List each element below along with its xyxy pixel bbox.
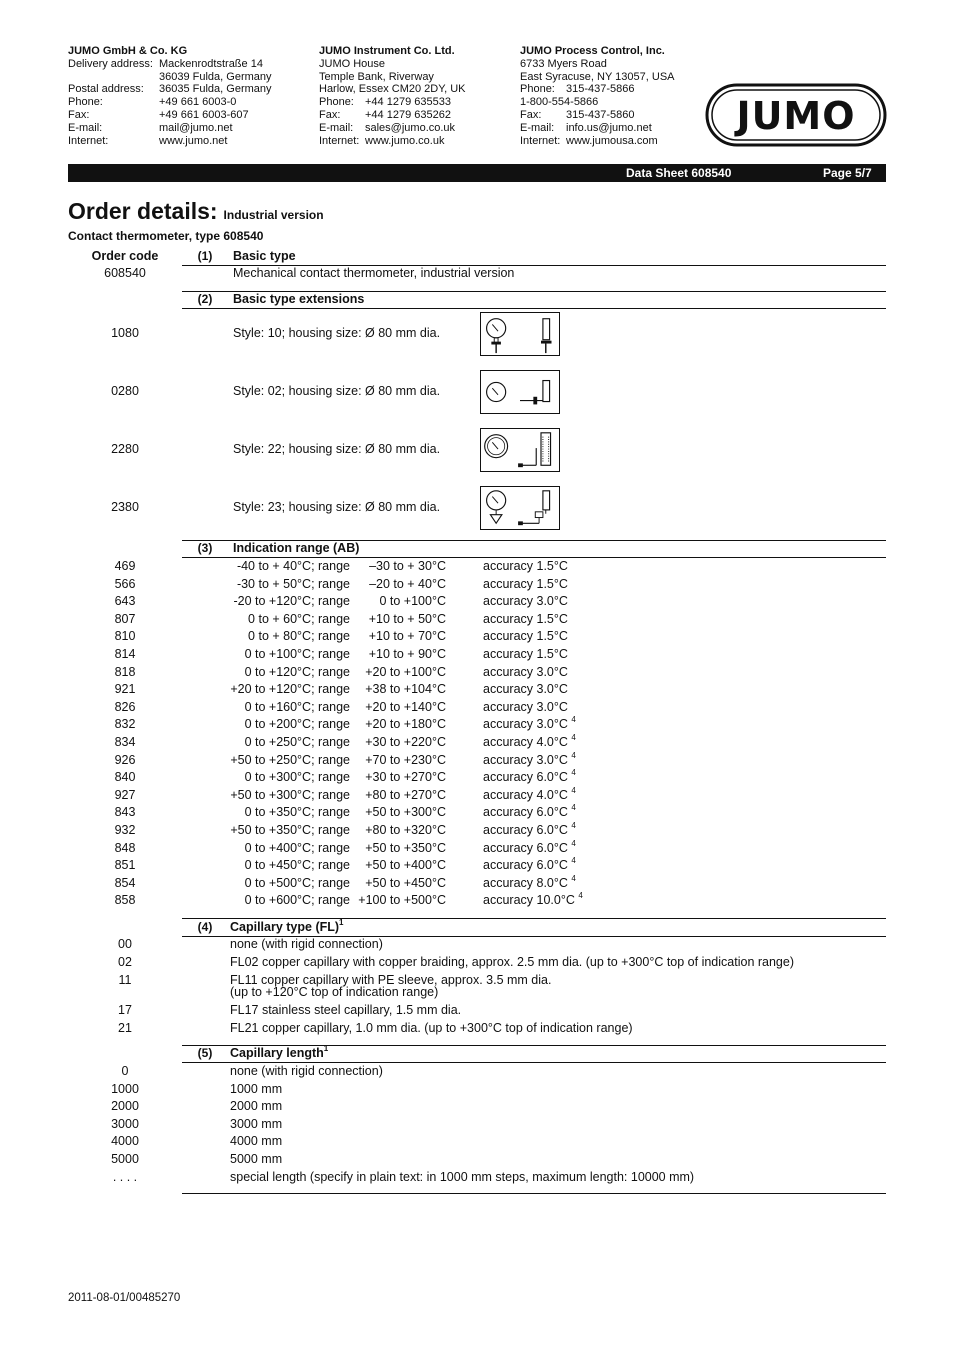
range-code: 851	[114, 858, 136, 873]
control-range: +50 to +350°C	[365, 840, 446, 855]
address-label: Phone:	[68, 96, 103, 109]
accuracy-text: accuracy 3.0°C	[483, 699, 568, 714]
extension-code: 0280	[111, 384, 139, 398]
accuracy	[483, 770, 576, 784]
extension-desc: Style: 23; housing size: Ø 80 mm dia.	[233, 500, 441, 514]
extension-code: 1080	[111, 326, 139, 340]
range-code: 921	[114, 682, 136, 697]
section-1-title: Basic type	[233, 249, 296, 263]
address-label: E-mail:	[68, 121, 103, 134]
accuracy-text: accuracy 1.5°C	[483, 629, 568, 644]
control-range: –30 to + 30°C	[369, 559, 446, 573]
divider	[182, 308, 886, 309]
page-number: Page 5/7	[823, 166, 872, 180]
address-line	[520, 83, 675, 96]
range-code: 848	[114, 840, 136, 855]
control-range: +80 to +320°C	[365, 823, 446, 837]
indication-range: +50 to +350°C; range	[230, 823, 350, 837]
company-name: JUMO Process Control, Inc.	[520, 45, 665, 57]
product-heading: Contact thermometer, type 608540	[68, 229, 264, 243]
length-desc: 5000 mm	[230, 1152, 283, 1166]
address-value: info.us@jumo.net	[566, 121, 652, 134]
length-code: 2000	[111, 1099, 139, 1114]
control-range: +30 to +270°C	[365, 770, 446, 785]
indication-range: 0 to +600°C; range	[244, 893, 350, 908]
address-label: Fax:	[68, 108, 90, 121]
capillary-desc: none (with rigid connection)	[230, 937, 383, 951]
address-value: Harlow, Essex CM20 2DY, UK	[319, 83, 466, 96]
accuracy	[483, 665, 568, 679]
address-line	[68, 83, 272, 96]
section-5-title-text: Capillary length	[230, 1046, 324, 1060]
range-code: 927	[114, 787, 136, 802]
address-label: Internet:	[68, 134, 109, 147]
address-label: E-mail:	[319, 121, 354, 134]
divider	[182, 1062, 886, 1063]
indication-range: 0 to +120°C; range	[244, 664, 350, 679]
range-code: 858	[114, 893, 136, 908]
datasheet-bar	[68, 164, 886, 182]
extension-code: 2380	[111, 500, 139, 514]
company-address-usa	[520, 45, 675, 147]
range-code: 566	[114, 576, 136, 591]
control-range: +30 to +220°C	[365, 735, 446, 749]
address-line	[520, 109, 675, 122]
footnote-ref: 4	[571, 856, 576, 866]
divider	[182, 1193, 886, 1194]
capillary-desc: FL17 stainless steel capillary, 1.5 mm dia.	[230, 1003, 462, 1017]
range-code: 818	[114, 664, 136, 679]
footnote-ref: 4	[571, 803, 576, 813]
address-value: sales@jumo.co.uk	[365, 121, 456, 134]
control-range: +50 to +450°C	[365, 875, 446, 890]
accuracy	[483, 823, 576, 837]
company-address-uk	[319, 45, 466, 147]
indication-range: 0 to +500°C; range	[244, 875, 350, 890]
address-value: www.jumousa.com	[566, 134, 658, 147]
footnote-ref: 4	[571, 750, 576, 760]
accuracy	[483, 594, 568, 608]
extension-desc: Style: 22; housing size: Ø 80 mm dia.	[233, 442, 441, 456]
logo-text: JUMO	[736, 94, 856, 138]
control-range: –20 to + 40°C	[369, 576, 446, 591]
range-code: 832	[114, 717, 136, 732]
address-value: +49 661 6003-607	[159, 108, 249, 121]
address-label: Delivery address:	[68, 57, 153, 70]
page-title	[68, 198, 324, 225]
accuracy-text: accuracy 6.0°C	[483, 858, 568, 873]
address-value: +44 1279 635533	[365, 96, 451, 109]
address-value: +44 1279 635262	[365, 108, 451, 121]
control-range: +20 to +180°C	[365, 717, 446, 732]
length-code: . . . .	[112, 1169, 138, 1184]
address-value: +49 661 6003-0	[159, 96, 237, 109]
footnote-ref: 4	[571, 785, 576, 795]
range-code: 926	[114, 752, 136, 767]
indication-range: 0 to +300°C; range	[244, 770, 350, 785]
address-line	[520, 58, 675, 71]
address-label: Phone:	[319, 96, 354, 109]
accuracy-text: accuracy 3.0°C	[483, 664, 568, 679]
accuracy	[483, 873, 576, 890]
footnote-ref: 4	[571, 873, 576, 883]
range-code: 854	[114, 875, 136, 890]
style-10-icon	[480, 312, 560, 356]
address-line	[319, 109, 466, 122]
address-line	[319, 83, 466, 96]
basic-type-desc: Mechanical contact thermometer, industrial version	[233, 266, 515, 280]
control-range: 0 to +100°C	[379, 594, 446, 609]
order-code-header: Order code	[91, 249, 159, 263]
address-value: mail@jumo.net	[159, 121, 233, 134]
accuracy	[483, 893, 583, 907]
address-value: Temple Bank, Riverway	[319, 70, 434, 83]
accuracy	[483, 612, 568, 626]
style-22-icon	[480, 428, 560, 472]
accuracy	[483, 785, 576, 802]
accuracy	[483, 559, 568, 573]
control-range: +10 to + 90°C	[368, 647, 446, 661]
address-label: Fax:	[319, 108, 341, 121]
length-desc: 4000 mm	[230, 1134, 283, 1149]
address-value: 315-437-5860	[566, 108, 635, 121]
length-desc: 3000 mm	[230, 1116, 283, 1131]
address-line	[68, 58, 272, 71]
range-code: 834	[114, 735, 136, 749]
section-3-title: Indication range (AB)	[233, 541, 360, 555]
accuracy-text: accuracy 3.0°C	[483, 594, 568, 609]
accuracy-text: accuracy 8.0°C	[483, 875, 568, 890]
control-range: +20 to +140°C	[365, 699, 446, 714]
extension-desc: Style: 10; housing size: Ø 80 mm dia.	[233, 326, 441, 340]
length-desc: special length (specify in plain text: in 1000 mm steps, maximum length: 10000 mm)	[230, 1169, 695, 1184]
address-value: 1-800-554-5866	[520, 96, 599, 109]
section-5-number: (5)	[197, 1046, 213, 1060]
address-line	[319, 96, 466, 109]
address-label: Postal address:	[68, 83, 144, 96]
address-value: East Syracuse, NY 13057, USA	[520, 70, 675, 83]
style-02-icon	[480, 370, 560, 414]
address-line	[68, 96, 272, 109]
accuracy-text: accuracy 6.0°C	[483, 840, 568, 855]
range-code: 843	[114, 805, 136, 820]
length-code: 5000	[111, 1152, 139, 1166]
accuracy	[483, 682, 568, 696]
length-desc: none (with rigid connection)	[230, 1064, 383, 1078]
accuracy-text: accuracy 3.0°C	[483, 717, 568, 732]
address-line	[68, 122, 272, 135]
section-4-number: (4)	[197, 920, 213, 934]
capillary-code: 02	[118, 955, 132, 969]
divider	[182, 557, 886, 558]
address-label: Internet:	[520, 134, 561, 147]
footnote-ref: 4	[578, 891, 583, 901]
range-code: 643	[114, 594, 136, 609]
address-label: Fax:	[520, 108, 542, 121]
indication-range: 0 to +450°C; range	[244, 858, 350, 873]
section-3-number: (3)	[197, 541, 213, 555]
address-line	[68, 71, 272, 84]
control-range: +20 to +100°C	[365, 664, 446, 679]
accuracy-text: accuracy 1.5°C	[483, 559, 568, 573]
indication-range: -40 to + 40°C; range	[236, 559, 350, 573]
datasheet-number: Data Sheet 608540	[626, 166, 732, 180]
company-address-germany	[68, 45, 272, 147]
accuracy-text: accuracy 6.0°C	[483, 770, 568, 785]
length-code: 0	[121, 1064, 129, 1078]
footnote-ref: 4	[571, 715, 576, 725]
jumo-logo	[705, 83, 887, 147]
address-value: www.jumo.net	[159, 134, 228, 147]
accuracy-text: accuracy 3.0°C	[483, 682, 568, 697]
address-line	[68, 109, 272, 122]
capillary-code: 21	[118, 1021, 132, 1035]
control-range: +100 to +500°C	[358, 893, 446, 908]
indication-range: +50 to +300°C; range	[230, 787, 350, 802]
indication-range: -30 to + 50°C; range	[236, 576, 350, 591]
accuracy	[483, 577, 568, 591]
address-line	[319, 58, 466, 71]
indication-range: 0 to +100°C; range	[244, 647, 350, 661]
range-code: 840	[114, 770, 136, 785]
section-5-title	[230, 1046, 328, 1060]
accuracy-text: accuracy 1.5°C	[483, 647, 568, 661]
control-range: +38 to +104°C	[365, 682, 446, 697]
address-line	[319, 122, 466, 135]
control-range: +10 to + 70°C	[368, 629, 446, 644]
address-label: Phone:	[520, 83, 555, 96]
length-code: 3000	[111, 1116, 139, 1131]
length-code: 1000	[111, 1081, 139, 1096]
accuracy	[483, 858, 576, 872]
address-value: 6733 Myers Road	[520, 57, 607, 70]
basic-type-code: 608540	[104, 266, 146, 280]
length-code: 4000	[111, 1134, 139, 1149]
accuracy-text: accuracy 4.0°C	[483, 735, 568, 749]
accuracy	[483, 735, 576, 749]
address-value: 36039 Fulda, Germany	[159, 70, 272, 83]
indication-range: +50 to +250°C; range	[230, 752, 350, 767]
address-line	[520, 135, 675, 148]
accuracy	[483, 717, 576, 731]
range-code: 826	[114, 699, 136, 714]
address-line	[319, 135, 466, 148]
capillary-code: 17	[118, 1003, 132, 1017]
accuracy	[483, 700, 568, 714]
address-value: 36035 Fulda, Germany	[159, 83, 272, 96]
accuracy	[483, 838, 576, 855]
address-value: JUMO House	[319, 57, 386, 70]
footnote-ref: 4	[571, 768, 576, 778]
address-line	[68, 135, 272, 148]
address-label: Internet:	[319, 134, 360, 147]
indication-range: -20 to +120°C; range	[233, 594, 350, 609]
footnote-ref: 1	[339, 918, 344, 927]
indication-range: 0 to +250°C; range	[244, 735, 350, 749]
company-name: JUMO GmbH & Co. KG	[68, 45, 188, 57]
section-4-title-text: Capillary type (FL)	[230, 920, 340, 934]
address-value: Mackenrodtstraße 14	[159, 57, 263, 70]
address-value: 315-437-5866	[566, 83, 635, 96]
range-code: 814	[114, 647, 136, 661]
footnote-ref: 4	[571, 821, 576, 830]
indication-range: 0 to + 80°C; range	[248, 629, 350, 644]
indication-range: 0 to +400°C; range	[244, 840, 350, 855]
address-line	[319, 71, 466, 84]
capillary-code: 11	[118, 973, 132, 987]
capillary-desc: FL21 copper capillary, 1.0 mm dia. (up to +300°C top of indication range)	[230, 1021, 633, 1035]
address-line	[520, 96, 675, 109]
address-line	[520, 71, 675, 84]
style-23-icon	[480, 486, 560, 530]
indication-range: 0 to +200°C; range	[244, 717, 350, 732]
accuracy-text: accuracy 3.0°C	[483, 752, 568, 767]
section-2-title: Basic type extensions	[233, 292, 365, 306]
range-code: 469	[114, 559, 136, 573]
footnote-ref: 1	[323, 1044, 329, 1053]
address-value: www.jumo.co.uk	[365, 134, 445, 147]
section-1-number: (1)	[197, 249, 213, 263]
control-range: +80 to +270°C	[365, 787, 446, 802]
accuracy-text: accuracy 6.0°C	[483, 805, 568, 820]
capillary-desc: FL02 copper capillary with copper braiding, approx. 2.5 mm dia. (up to +300°C top of indication range)	[230, 955, 794, 969]
range-code: 932	[114, 823, 136, 837]
capillary-desc-line2: (up to +120°C top of indication range)	[230, 985, 439, 999]
address-label: E-mail:	[520, 121, 555, 134]
accuracy-text: accuracy 6.0°C	[483, 823, 568, 837]
range-code: 807	[114, 611, 136, 626]
control-range: +10 to + 50°C	[368, 611, 446, 626]
length-desc: 1000 mm	[230, 1081, 283, 1096]
extension-code: 2280	[111, 442, 139, 456]
accuracy	[483, 750, 576, 767]
accuracy-text: accuracy 4.0°C	[483, 787, 568, 802]
capillary-desc: FL11 copper capillary with PE sleeve, approx. 3.5 mm dia.	[230, 973, 552, 987]
indication-range: 0 to +160°C; range	[244, 699, 350, 714]
indication-range: 0 to + 60°C; range	[248, 611, 350, 626]
accuracy-text: accuracy 1.5°C	[483, 576, 568, 591]
accuracy	[483, 647, 568, 661]
accuracy	[483, 805, 576, 819]
page-subtitle: Industrial version	[223, 208, 324, 222]
address-line	[520, 122, 675, 135]
indication-range: +20 to +120°C; range	[230, 682, 350, 697]
capillary-code: 00	[118, 937, 132, 951]
document-footer: 2011-08-01/00485270	[68, 1292, 181, 1304]
footnote-ref: 4	[571, 838, 576, 848]
section-4-title	[230, 920, 344, 934]
accuracy	[483, 629, 568, 643]
company-name: JUMO Instrument Co. Ltd.	[319, 45, 455, 57]
title-text: Order details:	[68, 198, 218, 224]
control-range: +50 to +400°C	[365, 858, 446, 873]
range-code: 810	[114, 629, 136, 644]
indication-range: 0 to +350°C; range	[244, 805, 350, 820]
divider	[182, 918, 886, 919]
control-range: +70 to +230°C	[365, 752, 446, 767]
length-desc: 2000 mm	[230, 1099, 283, 1114]
extension-desc: Style: 02; housing size: Ø 80 mm dia.	[233, 384, 441, 398]
accuracy-text: accuracy 1.5°C	[483, 611, 568, 626]
footnote-ref: 4	[571, 733, 576, 742]
section-2-number: (2)	[197, 292, 213, 306]
control-range: +50 to +300°C	[365, 805, 446, 820]
accuracy-text: accuracy 10.0°C	[483, 893, 575, 908]
